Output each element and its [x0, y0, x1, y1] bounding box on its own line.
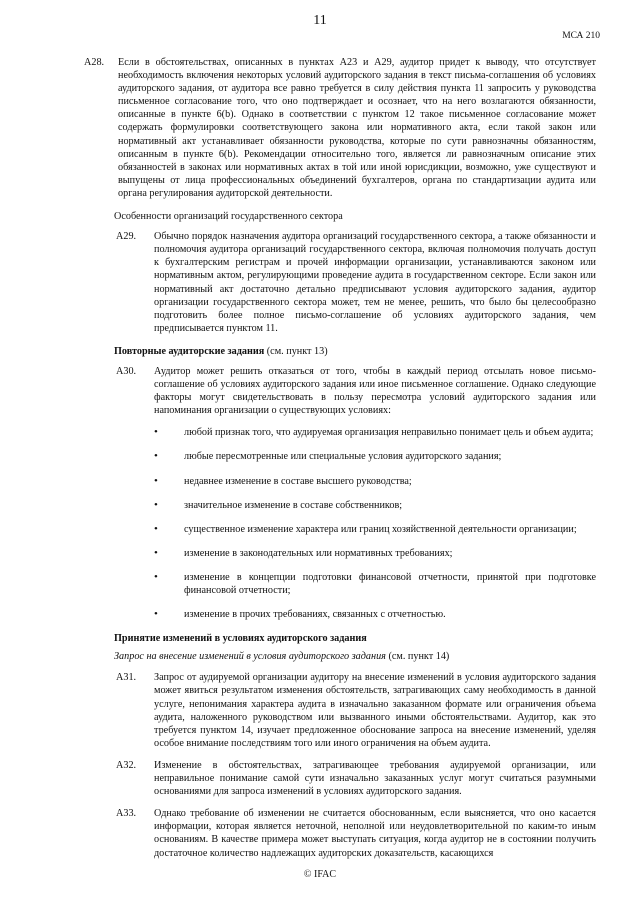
page-number: 11: [313, 13, 327, 28]
section-heading-changes: [114, 632, 592, 645]
list-item: [154, 499, 596, 512]
section-heading-recurring-audits: [114, 345, 592, 358]
list-item-text: любые пересмотренные или специальные условия аудиторского задания;: [184, 451, 502, 463]
subheading-ref: (см. пункт 14): [385, 651, 450, 663]
list-item-text: изменение в прочих требованиях, связанных с отчетностью.: [184, 609, 446, 621]
paragraph-text: Аудитор может решить отказаться от того, чтобы в каждый период отсылать новое письмо-соглашение об условиях аудиторского задания или иное письменное соглашение. Однако следующие факторы могут свидетельствовать в пользу пересмотра условий аудиторского задания или напоминания организации о существующих условиях:: [154, 365, 596, 417]
bullet-icon: •: [154, 498, 158, 511]
bullet-icon: •: [154, 546, 158, 559]
paragraph-a30: [116, 365, 596, 417]
list-item: [154, 475, 596, 488]
list-item: [154, 608, 596, 621]
footer-copyright: © IFAC: [303, 869, 337, 880]
list-item-text: существенное изменение характера или границ хозяйственной деятельности организации;: [184, 523, 577, 535]
section-heading-text: Принятие изменений в условиях аудиторского задания: [114, 633, 367, 645]
paragraph-a32: [116, 759, 596, 798]
list-item: [154, 523, 596, 536]
paragraph-number: A31.: [116, 672, 137, 684]
section-heading-text: Повторные аудиторские задания: [114, 345, 265, 357]
subheading-change-request: [114, 650, 592, 663]
paragraph-number: A29.: [116, 231, 137, 243]
paragraph-text: Обычно порядок назначения аудитора организаций государственного сектора, а также обязанности и полномочия аудитора организаций государственного сектора, включая полномочия получать доступ к бухгалтерским регистрам и прочей информации организации, устанавливаются законом или нормативным актом, регулирующими проведение аудита в государственном секторе. Если закон или нормативный акт достаточно детально предписывают условия аудиторского задания, аудитор организации государственного сектора может, тем не менее, решить, что было бы целесообразно подготовить более полное письмо-соглашение об условиях аудиторского задания, чем предписывается пунктом 11.: [154, 231, 596, 334]
subheading-text: Запрос на внесение изменений в условия аудиторского задания: [114, 651, 386, 663]
bullet-icon: •: [154, 426, 158, 439]
paragraph-number: A28.: [84, 57, 105, 68]
bullet-icon: •: [154, 570, 158, 583]
list-item: [154, 450, 596, 463]
paragraph-number: A30.: [116, 365, 137, 377]
paragraph-text: Однако требование об изменении не считается обоснованным, если выясняется, что оно касается информации, которая является неточной, неполной или неудовлетворительной по каким-то иным основаниям. В качестве примера может выступать ситуация, когда аудитор не в состоянии получить достаточное количество надлежащих аудиторских доказательств, касающихся: [154, 808, 596, 859]
document-body: [84, 56, 596, 869]
paragraph-text: Изменение в обстоятельствах, затрагивающее требования аудируемой организации, или неправильное понимание самой сути изначально заказанных услуг могут считаться разумными основаниями для запроса изменений в условиях аудиторского задания.: [154, 759, 596, 798]
factors-list: [154, 426, 596, 621]
paragraph-a33: [116, 807, 596, 859]
section-heading-ref: (см. пункт 13): [264, 345, 328, 357]
list-item: [154, 426, 596, 439]
list-item-text: значительное изменение в составе собственников;: [184, 499, 403, 511]
section-heading-public-sector: Особенности организаций государственного сектора: [114, 211, 343, 223]
list-item: [154, 547, 596, 560]
paragraph-text: Запрос от аудируемой организации аудитору на внесение изменений в условия аудиторского задания может явиться результатом изменения обстоятельств, затрагивающих саму необходимость в данной услуге, непонимания характера аудита в изначально заказанном формате или ограничения объема аудита, наложенного руководством или вызванного иными обстоятельствами. Аудитор, как это требуется пунктом 14, изучает предложенное обоснование запроса на внесение изменений, уделяя особое внимание последствиям того или иного ограничения на объем аудита.: [154, 672, 596, 749]
list-item-text: изменение в концепции подготовки финансовой отчетности, принятой при подготовке финансовой отчетности;: [184, 571, 596, 596]
paragraph-a28: [84, 56, 596, 200]
paragraph-text: Если в обстоятельствах, описанных в пунктах A23 и A29, аудитор придет к выводу, что отсутствует необходимость включения некоторых условий аудиторского задания в текст письма-соглашения об условиях аудиторского задания, от аудитора все равно требуется в силу действия пункта 11 запросить у руководства письменное согласование того, что оно подтверждает и осознает, что на него возлагаются обязанности, описанные в пункте 6(b). Однако в соответствии с пунктом 12 такое письменное согласование может содержать формулировки соответствующего закона или нормативного акта, если такой закон или нормативный акт устанавливает обязанности руководства, которые по сути равнозначны обязанностям, описанным в пункте 6(b). Рекомендации относительно того, является ли равнозначным описание этих обязанностей в законах или нормативных актах в той или иной юрисдикции, возможно, уже существуют и выпущены от лица профессиональных объединений бухгалтеров, органа по стандартизации аудита или органа регулирования аудиторской деятельности.: [118, 57, 596, 199]
bullet-icon: •: [154, 450, 158, 463]
bullet-icon: •: [154, 608, 158, 621]
list-item-text: любой признак того, что аудируемая организация неправильно понимает цель и объем аудита;: [184, 427, 594, 439]
bullet-icon: •: [154, 474, 158, 487]
standard-code: МСА 210: [562, 31, 600, 41]
list-item-text: недавнее изменение в составе высшего руководства;: [184, 475, 412, 487]
paragraph-a31: [116, 671, 596, 750]
paragraph-number: A33.: [116, 808, 137, 820]
paragraph-number: A32.: [116, 759, 137, 771]
paragraph-a29: [116, 230, 596, 335]
bullet-icon: •: [154, 522, 158, 535]
list-item-text: изменение в законодательных или нормативных требованиях;: [184, 547, 453, 559]
list-item: [154, 571, 596, 597]
